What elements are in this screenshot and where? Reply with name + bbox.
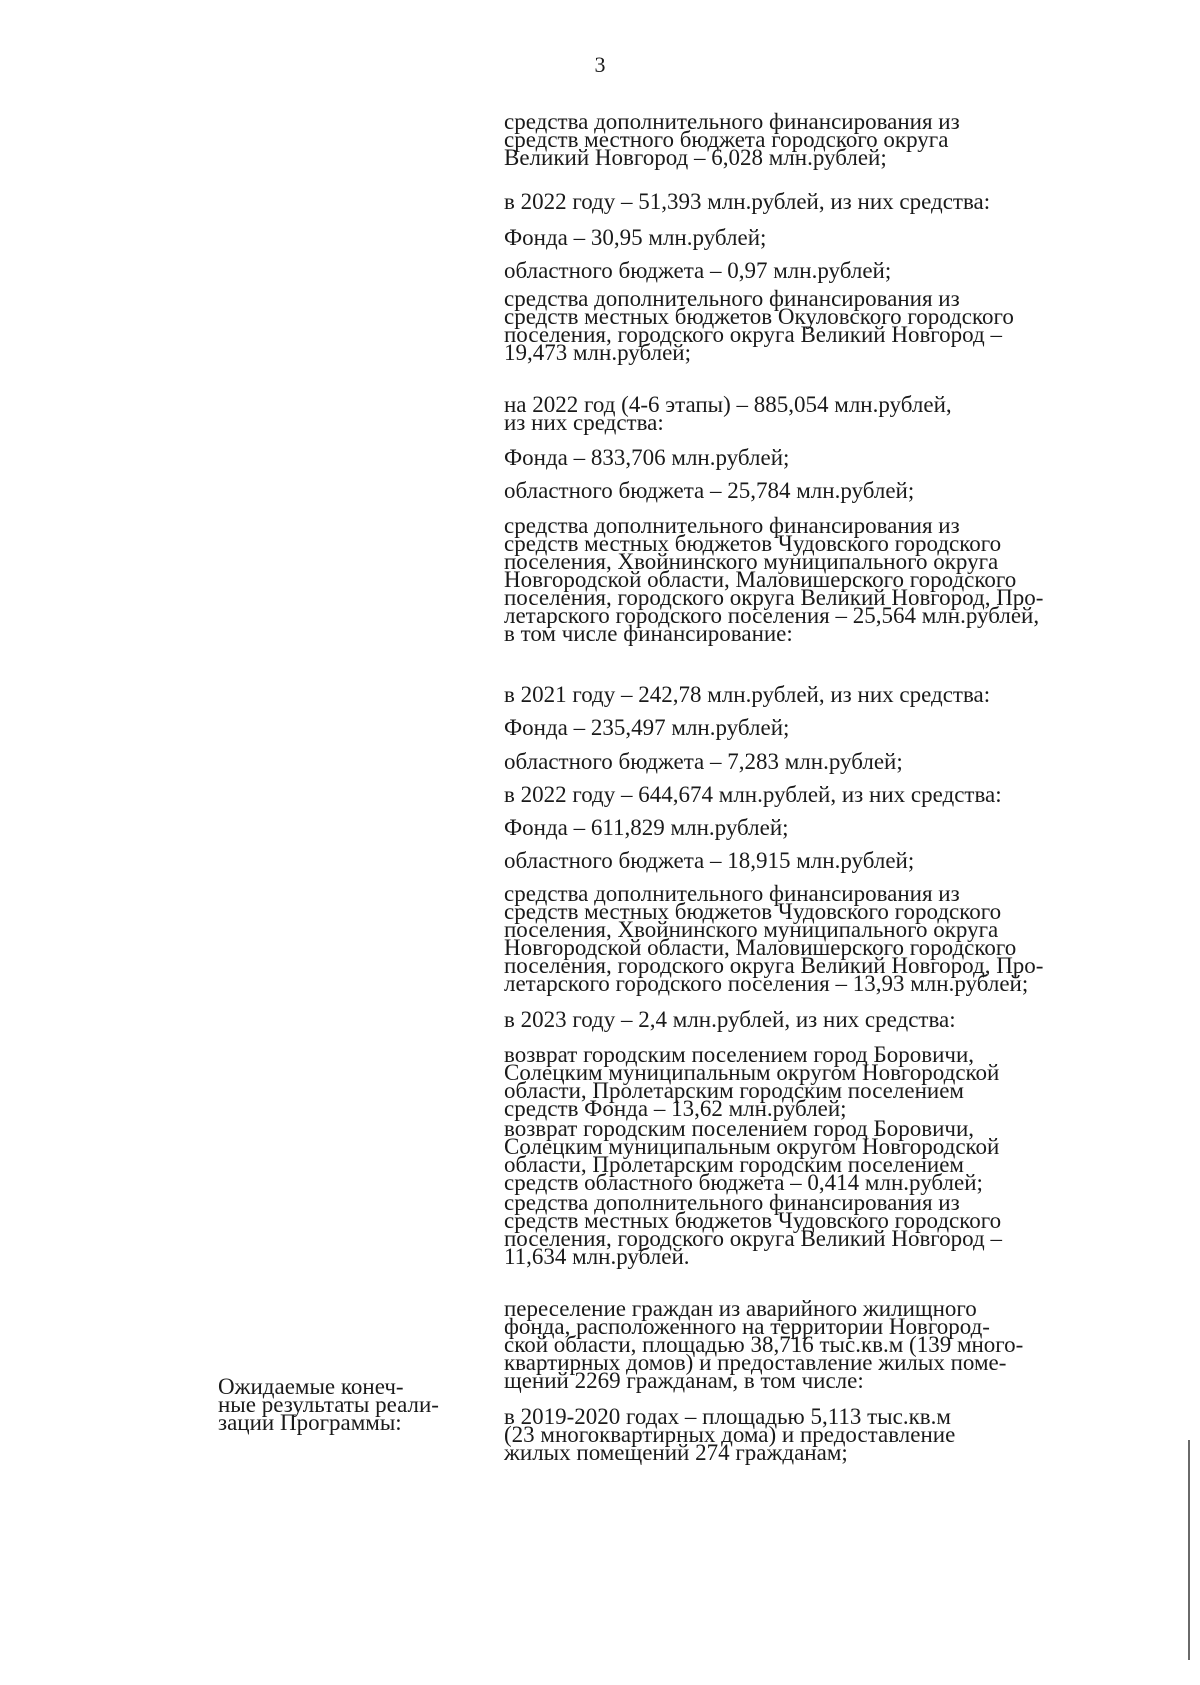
text-line: ской области, площадью 38,716 тыс.кв.м (139 много-: [504, 1332, 1024, 1357]
paragraph: [504, 848, 1144, 873]
text-line: средств местных бюджетов Окуловского городского: [504, 304, 1014, 329]
text-line: Солецким муниципальным округом Новгородской: [504, 1060, 1000, 1085]
text-line: Солецким муниципальным округом Новгородской: [504, 1134, 1000, 1159]
paragraph: [504, 1296, 1144, 1393]
paragraph: [504, 1116, 1144, 1195]
text-line: средств местного бюджета городского округа: [504, 127, 949, 152]
text-line: поселения, Хвойнинского муниципального округа: [504, 549, 999, 574]
text-line: 11,634 млн.рублей.: [504, 1244, 690, 1269]
paragraph: [504, 682, 1144, 707]
text-line: областного бюджета – 0,97 млн.рублей;: [504, 258, 892, 283]
text-line: областного бюджета – 7,283 млн.рублей;: [504, 749, 903, 774]
text-line: в 2021 году – 242,78 млн.рублей, из них средства:: [504, 682, 991, 707]
text-line: Фонда – 611,829 млн.рублей;: [504, 815, 789, 840]
paragraph: [504, 815, 1144, 840]
paragraph: [504, 286, 1144, 365]
paragraph: [504, 1007, 1144, 1032]
paragraph: [504, 189, 1144, 214]
text-line: из них средства:: [504, 410, 664, 435]
text-line: поселения, городского округа Великий Новгород, Про-: [504, 953, 1044, 978]
text-line: возврат городским поселением город Боровичи,: [504, 1042, 975, 1067]
paragraph: [504, 782, 1144, 807]
text-line: областного бюджета – 18,915 млн.рублей;: [504, 848, 915, 873]
text-line: средств местных бюджетов Чудовского городского: [504, 531, 1002, 556]
paragraph: [504, 1404, 1144, 1465]
text-line: в 2023 году – 2,4 млн.рублей, из них средства:: [504, 1007, 956, 1032]
text-line: щений 2269 гражданам, в том числе:: [504, 1368, 864, 1393]
text-line: средств Фонда – 13,62 млн.рублей;: [504, 1096, 847, 1121]
paragraph: [504, 1190, 1144, 1269]
text-line: Фонда – 30,95 млн.рублей;: [504, 225, 767, 250]
text-line: поселения, городского округа Великий Новгород –: [504, 322, 1002, 347]
text-line: переселение граждан из аварийного жилищного: [504, 1296, 977, 1321]
text-line: в 2019-2020 годах – площадью 5,113 тыс.кв.м: [504, 1404, 951, 1429]
text-line: Новгородской области, Маловишерского городского: [504, 935, 1017, 960]
section-label-line: Ожидаемые конеч-: [218, 1374, 404, 1399]
text-line: поселения, Хвойнинского муниципального округа: [504, 917, 999, 942]
text-line: Великий Новгород – 6,028 млн.рублей;: [504, 145, 887, 170]
section-label: [218, 1374, 478, 1435]
text-line: средств местных бюджетов Чудовского городского: [504, 899, 1002, 924]
text-line: в 2022 году – 644,674 млн.рублей, из них средства:: [504, 782, 1002, 807]
text-line: фонда, расположенного на территории Новгород-: [504, 1314, 990, 1339]
text-line: Фонда – 833,706 млн.рублей;: [504, 445, 790, 470]
paragraph: [504, 881, 1144, 996]
text-line: средства дополнительного финансирования из: [504, 286, 960, 311]
text-line: в том числе финансирование:: [504, 621, 793, 646]
text-line: летарского городского поселения – 13,93 млн.рублей;: [504, 971, 1029, 996]
paragraph: [504, 478, 1144, 503]
section-label-line: зации Программы:: [218, 1410, 402, 1435]
text-line: средства дополнительного финансирования из: [504, 1190, 960, 1215]
scan-edge-mark: [1188, 1440, 1190, 1660]
text-line: средства дополнительного финансирования из: [504, 881, 960, 906]
text-line: на 2022 год (4-6 этапы) – 885,054 млн.рублей,: [504, 392, 952, 417]
paragraph: [504, 749, 1144, 774]
text-line: поселения, городского округа Великий Новгород, Про-: [504, 585, 1044, 610]
text-line: средства дополнительного финансирования из: [504, 109, 960, 134]
text-line: жилых помещений 274 гражданам;: [504, 1440, 848, 1465]
page-number: 3: [594, 52, 606, 77]
paragraph: [504, 109, 1144, 170]
paragraph: [504, 445, 1144, 470]
text-line: летарского городского поселения – 25,564 млн.рублей,: [504, 603, 1040, 628]
section-label-line: ные результаты реали-: [218, 1392, 439, 1417]
text-line: поселения, городского округа Великий Новгород –: [504, 1226, 1002, 1251]
text-line: (23 многоквартирных дома) и предоставление: [504, 1422, 956, 1447]
text-line: области, Пролетарским городским поселением: [504, 1078, 964, 1103]
text-line: возврат городским поселением город Боровичи,: [504, 1116, 975, 1141]
text-line: средств областного бюджета – 0,414 млн.рублей;: [504, 1170, 983, 1195]
paragraph: [504, 392, 1144, 435]
text-line: средства дополнительного финансирования из: [504, 513, 960, 538]
text-line: средств местных бюджетов Чудовского городского: [504, 1208, 1002, 1233]
text-line: квартирных домов) и предоставление жилых поме-: [504, 1350, 1007, 1375]
paragraph: [504, 513, 1144, 646]
text-line: Новгородской области, Маловишерского городского: [504, 567, 1017, 592]
text-line: Фонда – 235,497 млн.рублей;: [504, 715, 790, 740]
paragraph: [504, 225, 1144, 250]
paragraph: [504, 715, 1144, 740]
paragraph: [504, 258, 1144, 283]
text-line: областного бюджета – 25,784 млн.рублей;: [504, 478, 915, 503]
text-line: в 2022 году – 51,393 млн.рублей, из них средства:: [504, 189, 991, 214]
text-line: области, Пролетарским городским поселением: [504, 1152, 964, 1177]
paragraph: [504, 1042, 1144, 1121]
text-line: 19,473 млн.рублей;: [504, 340, 691, 365]
